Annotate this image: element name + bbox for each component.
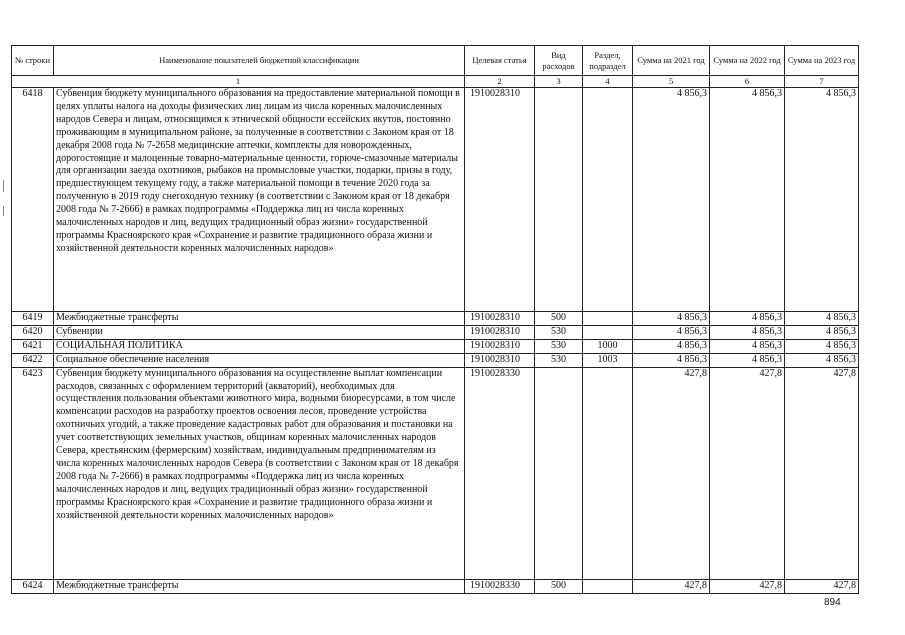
header-expense-type: Вид расходов (535, 46, 583, 76)
row-sum-2021-cell: 427,8 (633, 579, 710, 593)
row-target-cell: 1910028310 (465, 339, 535, 353)
row-section-cell (583, 579, 633, 593)
row-name-cell: Субвенция бюджету муниципального образования на осуществление выплат компенсации расходов, связанных с оформлением территорий (акваторий), необходимых для осуществления пользования объектами животного мира, водными биоресурсами, в том числе компенсации расходов на разработку проектов освоения лесов, проведение устройства охотничьих угодий, а также проведение кадастровых работ для образования и постановки на учет соответствующих земельных участков, общинам коренных малочисленных народов Севера, крестьянским (фермерским) хозяйствам, индивидуальным предпринимателям из числа коренных малочисленных народов Севера (в соответствии с Законом края от 18 декабря 2008 года № 7-2666) в рамках подпрограммы «Поддержка лиц из числа коренных малочисленных народов и лиц, ведущих традиционный образ жизни» государственной программы Красноярского края «Сохранение и развитие традиционного образа жизни и хозяйственной деятельности коренных малочисленных народов» (54, 367, 465, 579)
table-row (12, 353, 859, 367)
row-sum-2021-cell: 4 856,3 (633, 339, 710, 353)
table-row (12, 88, 859, 312)
scan-margin-mark (3, 180, 4, 192)
table-body (12, 76, 859, 594)
row-expense-cell: 530 (535, 353, 583, 367)
column-number: 5 (633, 76, 710, 88)
page-number: 894 (824, 597, 841, 608)
column-number: 2 (465, 76, 535, 88)
row-number-cell: 6418 (12, 88, 54, 312)
row-number-cell: 6422 (12, 353, 54, 367)
row-sum-2023-cell: 4 856,3 (785, 312, 859, 326)
row-sum-2023-cell: 4 856,3 (785, 325, 859, 339)
row-section-cell (583, 312, 633, 326)
row-expense-cell (535, 88, 583, 312)
budget-table (11, 45, 859, 594)
row-name-cell: Межбюджетные трансферты (54, 312, 465, 326)
row-expense-cell: 530 (535, 325, 583, 339)
row-sum-2022-cell: 4 856,3 (710, 325, 785, 339)
row-section-cell: 1003 (583, 353, 633, 367)
column-number: 3 (535, 76, 583, 88)
row-sum-2022-cell: 4 856,3 (710, 339, 785, 353)
column-number: 6 (710, 76, 785, 88)
row-name-cell: Социальное обеспечение населения (54, 353, 465, 367)
row-target-cell: 1910028310 (465, 325, 535, 339)
row-section-cell (583, 367, 633, 579)
header-sum-2022: Сумма на 2022 год (710, 46, 785, 76)
row-target-cell: 1910028310 (465, 353, 535, 367)
header-sum-2021: Сумма на 2021 год (633, 46, 710, 76)
table-row (12, 339, 859, 353)
column-number: 7 (785, 76, 859, 88)
row-target-cell: 1910028310 (465, 312, 535, 326)
row-target-cell: 1910028310 (465, 88, 535, 312)
row-name-cell: Межбюджетные трансферты (54, 579, 465, 593)
row-sum-2021-cell: 4 856,3 (633, 325, 710, 339)
column-number: 1 (12, 76, 465, 88)
row-name-cell: СОЦИАЛЬНАЯ ПОЛИТИКА (54, 339, 465, 353)
row-number-cell: 6424 (12, 579, 54, 593)
scan-margin-mark (3, 206, 4, 216)
row-section-cell (583, 325, 633, 339)
column-number-row (12, 76, 859, 88)
row-sum-2022-cell: 427,8 (710, 579, 785, 593)
header-sum-2023: Сумма на 2023 год (785, 46, 859, 76)
table-row (12, 325, 859, 339)
row-name-cell: Субвенция бюджету муниципального образования на предоставление материальной помощи в целях уплаты налога на доходы физических лиц лицам из числа коренных малочисленных народов Севера и лицам, относящимся к этнической общности ессейских якутов, постоянно проживающим в муниципальном районе, за полученные в соответствии с Законом края от 18 декабря 2008 года № 7-2658 медицинские аптечки, комплекты для новорожденных, дорогостоящие и малоценные товарно-материальные ценности, горюче-смазочные материалы для организации заезда охотников, рыбаков на промысловые участки, подарки, призы в году, предшествующем текущему году, а также материальной помощи в течение 2020 года за полученную в 2019 году снегоходную технику (в соответствии с Законом края от 18 декабря 2008 года № 7-2666) в рамках подпрограммы «Поддержка лиц из числа коренных малочисленных народов и лиц, ведущих традиционный образ жизни» государственной программы Красноярского края «Сохранение и развитие традиционного образа жизни и хозяйственной деятельности коренных малочисленных народов» (54, 88, 465, 312)
row-number-cell: 6420 (12, 325, 54, 339)
header-name: Наименование показателей бюджетной классификации (54, 46, 465, 76)
row-sum-2022-cell: 4 856,3 (710, 312, 785, 326)
header-row (12, 46, 859, 76)
row-name-cell: Субвенции (54, 325, 465, 339)
row-expense-cell: 530 (535, 339, 583, 353)
row-sum-2023-cell: 427,8 (785, 367, 859, 579)
row-target-cell: 1910028330 (465, 579, 535, 593)
table-row (12, 312, 859, 326)
row-sum-2023-cell: 4 856,3 (785, 339, 859, 353)
table-row (12, 367, 859, 579)
header-row-number: № строки (12, 46, 54, 76)
row-section-cell (583, 88, 633, 312)
row-number-cell: 6421 (12, 339, 54, 353)
row-expense-cell: 500 (535, 312, 583, 326)
row-sum-2023-cell: 4 856,3 (785, 353, 859, 367)
row-sum-2023-cell: 427,8 (785, 579, 859, 593)
row-sum-2021-cell: 4 856,3 (633, 353, 710, 367)
row-number-cell: 6423 (12, 367, 54, 579)
header-section: Раздел, подраздел (583, 46, 633, 76)
row-number-cell: 6419 (12, 312, 54, 326)
header-target-article: Целевая статья (465, 46, 535, 76)
row-sum-2022-cell: 4 856,3 (710, 353, 785, 367)
table-header (12, 46, 859, 76)
row-section-cell: 1000 (583, 339, 633, 353)
row-expense-cell (535, 367, 583, 579)
column-number: 4 (583, 76, 633, 88)
row-sum-2021-cell: 4 856,3 (633, 312, 710, 326)
table-row (12, 579, 859, 593)
row-sum-2022-cell: 4 856,3 (710, 88, 785, 312)
row-sum-2023-cell: 4 856,3 (785, 88, 859, 312)
row-sum-2022-cell: 427,8 (710, 367, 785, 579)
row-sum-2021-cell: 4 856,3 (633, 88, 710, 312)
row-sum-2021-cell: 427,8 (633, 367, 710, 579)
row-target-cell: 1910028330 (465, 367, 535, 579)
row-expense-cell: 500 (535, 579, 583, 593)
